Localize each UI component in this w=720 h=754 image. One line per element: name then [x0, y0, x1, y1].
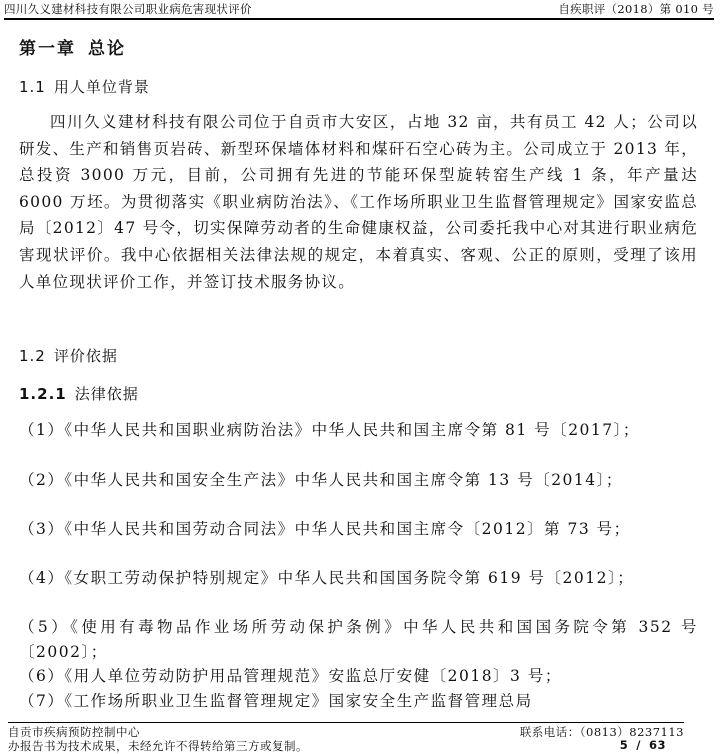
section-heading-1-2-1 — [19, 383, 139, 404]
section-heading-1-1 — [19, 76, 150, 97]
current-page: 5 — [619, 738, 629, 752]
section-title: 用人单位背景 — [53, 78, 150, 96]
footer-copyright-notice: 办报告书为技术成果，未经允许不得转给第三方或复制。 — [8, 739, 308, 753]
chapter-heading — [19, 34, 126, 59]
footer-phone: 联系电话：（0813）8237113 — [519, 725, 684, 739]
section-title: 法律依据 — [74, 385, 139, 403]
law-item-3: （3）《中华人民共和国劳动合同法》中华人民共和国主席令〔2012〕第 73 号； — [19, 520, 631, 538]
section-number: 1.2.1 — [19, 385, 67, 403]
background-paragraph: 四川久义建材科技有限公司位于自贡市大安区，占地 32 亩，共有员工 42 人；公司以研发、生产和销售页岩砖、新型环保墙体材料和煤矸石空心砖为主。公司成立于 2013 年，总投资 3000 万元，目前，公司拥有先进的节能环保型旋转窑生产线 1 条，年产量达 6000 万坯。为贯彻落实《职业病防治法》、《工作场所职业卫生监督管理规定》国家安监总局〔2012〕47 号令，切实保障劳动者的生命健康权益，公司委托我中心对其进行职业病危害现状评价。我中心依据相关法律法规的规定，本着真实、客观、公正的原则，受理了该用人单位现状评价工作，并签订技术服务协议。 — [19, 113, 698, 291]
header-report-title: 四川久义建材科技有限公司职业病危害现状评价 — [4, 2, 252, 16]
page-footer — [8, 722, 684, 751]
section-heading-1-2 — [19, 345, 118, 366]
law-item-4: （4）《女职工劳动保护特别规定》中华人民共和国国务院令第 619 号〔2012〕； — [19, 569, 635, 587]
section-number: 1.2 — [19, 347, 46, 365]
law-item-7: （7）《工作场所职业卫生监督管理规定》国家安全生产监督管理总局 — [19, 692, 533, 710]
law-item-6: （6）《用人单位劳动防护用品管理规范》安监总厅安健〔2018〕3 号； — [19, 667, 562, 685]
section-title: 评价依据 — [53, 347, 118, 365]
page-header — [4, 0, 714, 20]
law-item-2: （2）《中华人民共和国安全生产法》中华人民共和国主席令第 13 号〔2014〕； — [19, 471, 623, 489]
footer-organization: 自贡市疾病预防控制中心 — [8, 725, 140, 739]
law-item-1: （1）《中华人民共和国职业病防治法》中华人民共和国主席令第 81 号〔2017〕； — [19, 421, 640, 439]
page-separator: / — [636, 738, 641, 752]
chapter-number: 第一章 — [19, 39, 76, 59]
chapter-title: 总论 — [88, 39, 126, 59]
total-pages: 63 — [648, 738, 666, 752]
page-number — [616, 738, 670, 752]
section-number: 1.1 — [19, 78, 46, 96]
header-report-number: 自疾职评（2018）第 010 号 — [558, 2, 714, 16]
law-item-5: （5）《使用有毒物品作业场所劳动保护条例》中华人民共和国国务院令第 352 号〔2002〕； — [19, 618, 698, 661]
